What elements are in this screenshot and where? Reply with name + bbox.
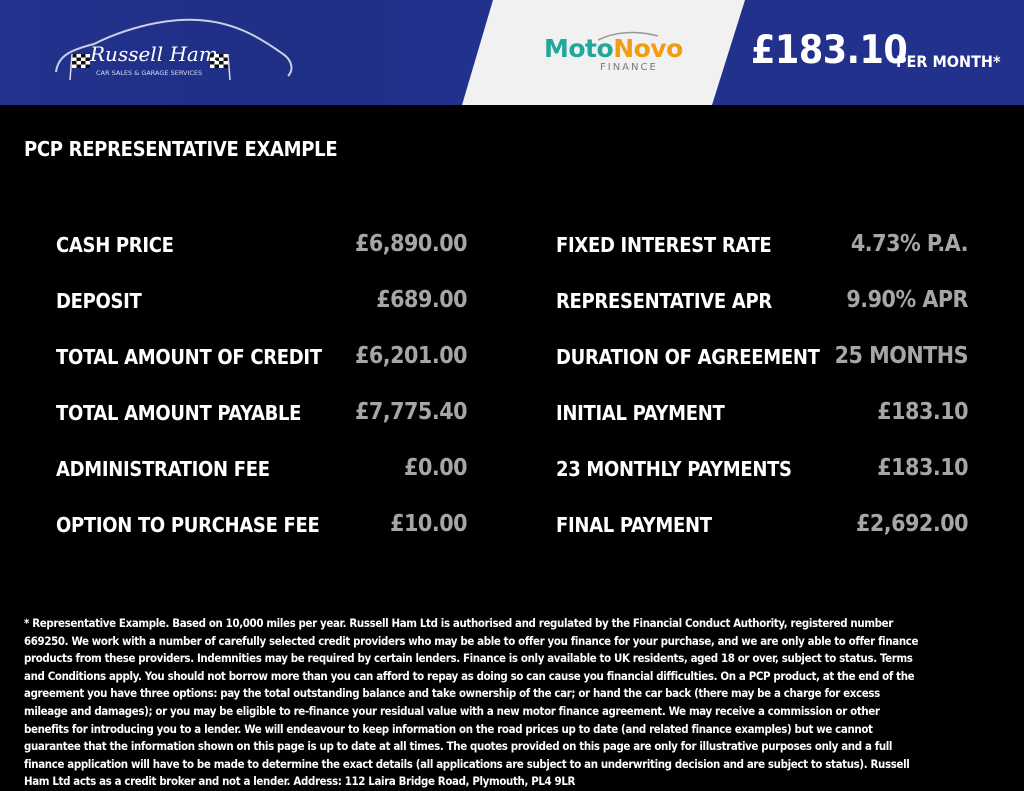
finance-row xyxy=(56,231,467,261)
row-value: 9.90% APR xyxy=(846,287,968,313)
dealer-name: Russell Ham xyxy=(90,42,218,66)
row-value: £689.00 xyxy=(376,287,467,313)
lender-logo: MotoNovo xyxy=(544,34,683,63)
row-label: 23 MONTHLY PAYMENTS xyxy=(556,457,792,481)
row-value: 25 MONTHS xyxy=(834,343,968,369)
finance-row xyxy=(556,287,968,317)
section-title: PCP REPRESENTATIVE EXAMPLE xyxy=(24,137,338,161)
row-value: £183.10 xyxy=(877,399,968,425)
dealer-tagline: CAR SALES & GARAGE SERVICES xyxy=(96,69,203,77)
row-label: OPTION TO PURCHASE FEE xyxy=(56,513,320,537)
dealer-logo xyxy=(48,14,298,94)
row-label: TOTAL AMOUNT OF CREDIT xyxy=(56,345,322,369)
row-label: REPRESENTATIVE APR xyxy=(556,289,772,313)
row-label: FINAL PAYMENT xyxy=(556,513,712,537)
row-value: £2,692.00 xyxy=(855,511,968,537)
row-value: £6,890.00 xyxy=(354,231,467,257)
finance-row xyxy=(56,287,467,317)
finance-row xyxy=(556,399,968,429)
left-flag-icon xyxy=(70,54,90,80)
row-label: DEPOSIT xyxy=(56,289,142,313)
finance-row xyxy=(556,511,968,541)
row-label: ADMINISTRATION FEE xyxy=(56,457,270,481)
row-value: £0.00 xyxy=(404,455,467,481)
finance-row xyxy=(556,455,968,485)
finance-row xyxy=(56,455,467,485)
row-label: CASH PRICE xyxy=(56,233,174,257)
row-value: £7,775.40 xyxy=(354,399,467,425)
monthly-price: £183.10 xyxy=(751,28,908,73)
row-value: £183.10 xyxy=(877,455,968,481)
lender-swoosh-icon xyxy=(596,30,660,44)
header-bar xyxy=(0,0,1024,105)
row-label: DURATION OF AGREEMENT xyxy=(556,345,820,369)
row-value: 4.73% P.A. xyxy=(850,231,968,257)
finance-row xyxy=(56,511,467,541)
row-value: £6,201.00 xyxy=(354,343,467,369)
disclaimer-text: * Representative Example. Based on 10,000 miles per year. Russell Ham Ltd is authorised and regulated by the Financial Conduct Authority, registered number 669250. We work with a number of carefully selected credit providers who may be able to offer you finance for your purchase, and we are only able to offer finance products from these providers. Indemnities may be required by certain lenders. Finance is only available to UK residents, aged 18 or over, subject to status. Terms and Conditions apply. You should not borrow more than you can afford to repay as doing so can cause you financial difficulties. On a PCP product, at the end of the agreement you have three options: pay the total outstanding balance and take ownership of the car; or hand the car back (there may be a charge for excess mileage and damages); or you may be eligible to re-finance your residual value with a new motor finance agreement. We may receive a commission or other benefits for introducing you to a lender. We will endeavour to keep information on the road prices up to date (and related finance examples) but we cannot guarantee that the information shown on this page is up to date at all times. The quotes provided on this page are only for illustrative purposes only and a full finance application will have to be made to determine the exact details (all applications are subject to an underwriting decision and are subject to status). Russell Ham Ltd acts as a credit broker and not a lender. Address: 112 Laira Bridge Road, Plymouth, PL4 9LR xyxy=(24,616,919,789)
per-month-label: PER MONTH* xyxy=(896,52,1001,71)
row-value: £10.00 xyxy=(390,511,467,537)
finance-row xyxy=(556,231,968,261)
row-label: FIXED INTEREST RATE xyxy=(556,233,772,257)
row-label: INITIAL PAYMENT xyxy=(556,401,725,425)
finance-row xyxy=(56,343,467,373)
finance-row xyxy=(556,343,968,373)
lender-subtitle: FINANCE xyxy=(600,62,658,73)
finance-row xyxy=(56,399,467,429)
row-label: TOTAL AMOUNT PAYABLE xyxy=(56,401,302,425)
